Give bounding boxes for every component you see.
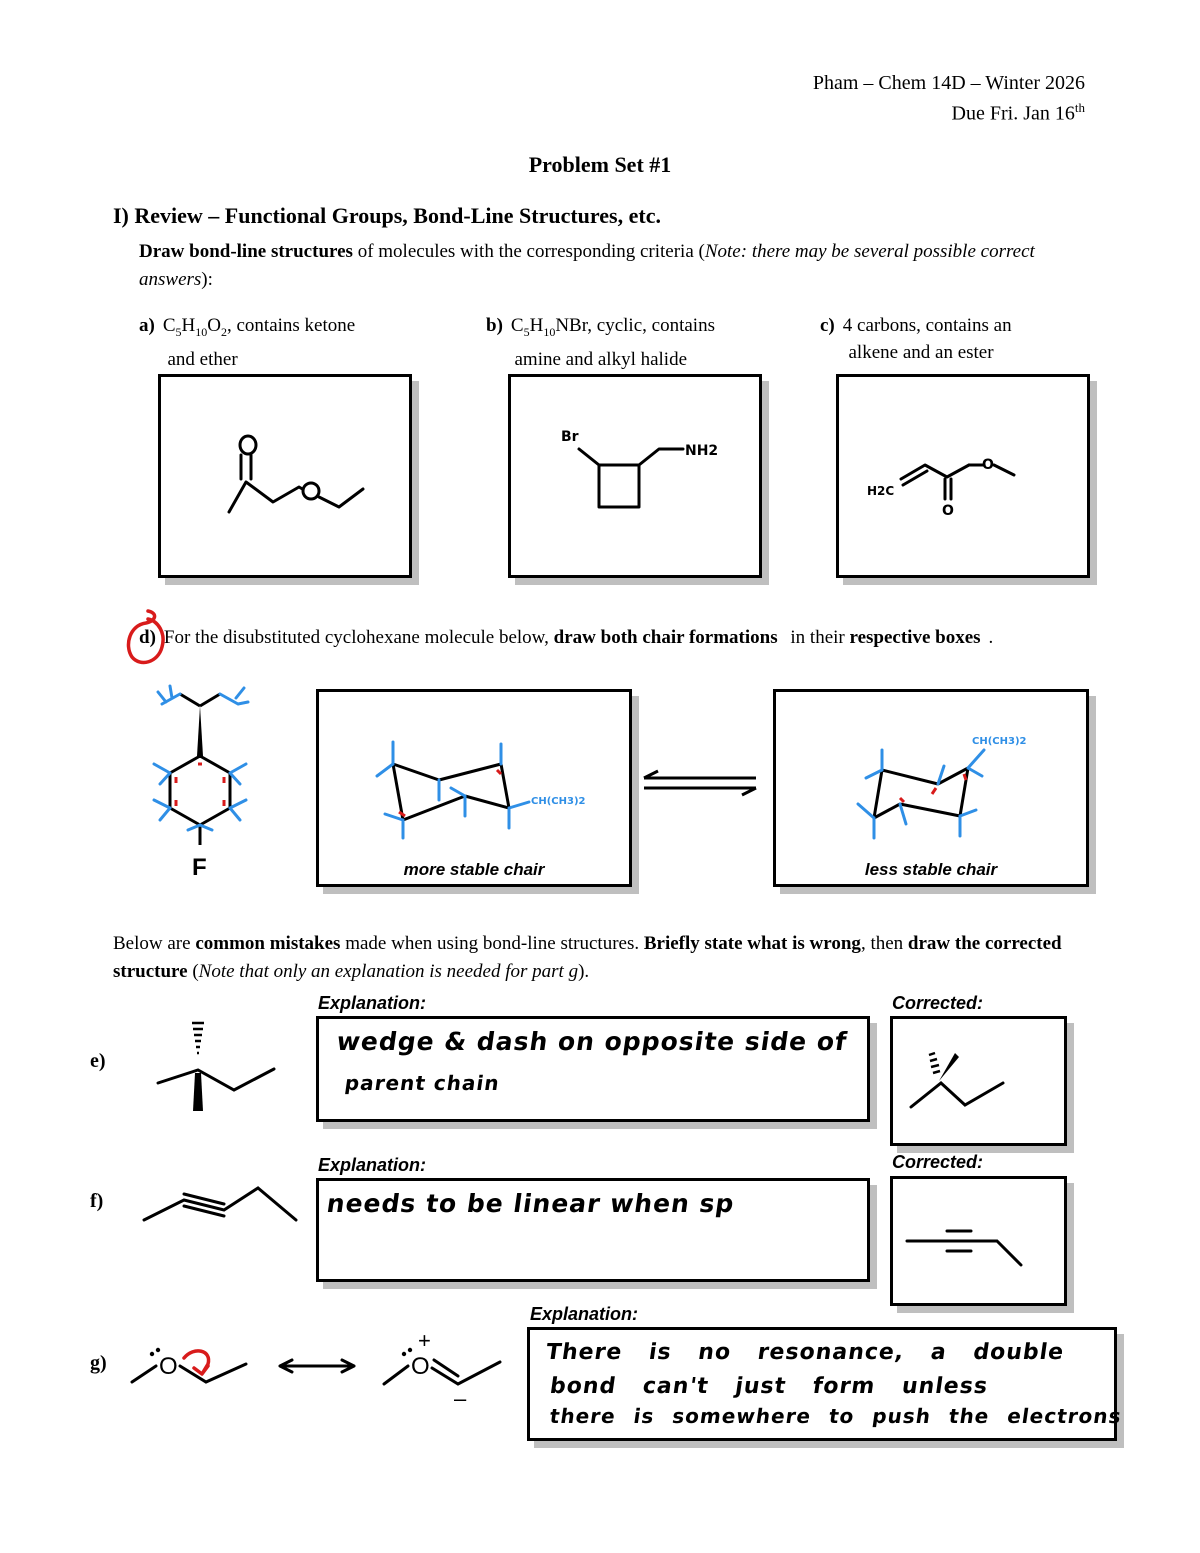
carbonyl-o-label: O	[942, 503, 954, 519]
equilibrium-arrows	[638, 768, 762, 798]
less-stable-caption: less stable chair	[864, 860, 998, 879]
g-minus-charge: –	[454, 1386, 467, 1410]
part-g-explanation-label: Explanation:	[530, 1304, 639, 1324]
intro-p1: Below are	[113, 933, 196, 954]
course-line: Pham – Chem 14D – Winter 2026	[812, 72, 1085, 94]
more-stable-caption: more stable chair	[403, 860, 545, 879]
part-f-corrected-label: Corrected:	[892, 1152, 984, 1172]
chair2-sub-label: CH(CH3)2	[972, 736, 1027, 747]
part-f-corrected-box[interactable]	[890, 1176, 1067, 1306]
part-e-corrected-box[interactable]	[890, 1016, 1067, 1146]
problem-b	[486, 312, 786, 373]
part-f-structure	[140, 1170, 305, 1230]
ester-o-label: O	[982, 457, 994, 473]
part-d-period: .	[988, 627, 994, 648]
instruction-italic: Note: there may be several possible correct answers	[139, 241, 1035, 290]
part-f-label: f)	[90, 1190, 104, 1212]
problem-a	[139, 312, 439, 373]
g-oxygen-2: O	[411, 1353, 430, 1380]
g-plus-charge: +	[418, 1330, 431, 1353]
instruction	[139, 238, 1089, 294]
section-heading: I) Review – Functional Groups, Bond-Line Structures, etc.	[113, 203, 661, 228]
instruction-bold: Draw bond-line structures	[139, 241, 353, 262]
part-d-label: d)	[139, 627, 156, 648]
h2c-label: H2C	[867, 484, 895, 498]
part-d-plain: For the disubstituted cyclohexane molecule below,	[163, 627, 554, 648]
answer-box-b[interactable]	[508, 374, 762, 578]
part-f-explanation-label: Explanation:	[318, 1155, 427, 1175]
intro-p4: (	[187, 961, 199, 982]
part-g-answer-line2: bond can't just form unless	[548, 1374, 990, 1399]
page-title: Problem Set #1	[528, 152, 672, 177]
answer-box-a[interactable]	[158, 374, 412, 578]
intro-b2: Briefly state what is wrong	[643, 933, 861, 954]
br-label: Br	[561, 429, 579, 445]
part-e-structure	[150, 1015, 280, 1115]
intro-p3: , then	[860, 933, 908, 954]
chair-1	[319, 692, 629, 884]
due-date-text: Due Fri. Jan 16	[951, 102, 1075, 125]
part-d-text	[139, 624, 1086, 651]
ester-structure	[839, 377, 1087, 575]
instruction-plain: of molecules with the corresponding criteria (	[352, 241, 705, 262]
part-f-explanation-box[interactable]	[316, 1178, 870, 1282]
chair-2	[776, 692, 1086, 884]
problem-b-text: $C_5H_{10}NBr$, cyclic, contains amine and alkyl halide	[486, 315, 715, 370]
intro-p5: ).	[578, 961, 590, 982]
part-g-explanation-box[interactable]	[527, 1327, 1124, 1441]
part-e-label: e)	[90, 1050, 106, 1072]
part-g-answer-line3: there is somewhere to push the electrons	[548, 1404, 1124, 1428]
part-e-corrected-structure	[893, 1019, 1064, 1143]
more-stable-chair-box[interactable]	[316, 689, 632, 887]
part-d-bold2: respective boxes	[849, 627, 981, 648]
nh2-label: NH2	[685, 443, 719, 459]
part-f-answer-line1: needs to be linear when sp	[324, 1189, 737, 1218]
part-d-bold: draw both chair formations	[553, 627, 778, 648]
part-d-end: in their	[785, 627, 850, 648]
intro-b3: draw the corrected structure	[113, 933, 1062, 982]
fluorine-label: F	[192, 854, 207, 880]
problem-c-text: 4 carbons, contains an alkene and an ester	[820, 315, 1012, 363]
part-g-answer-line1: There is no resonance, a double	[544, 1340, 1066, 1365]
problem-c	[820, 312, 1120, 366]
part-e-explanation-label: Explanation:	[318, 993, 427, 1013]
intro-b1: common mistakes	[195, 933, 341, 954]
due-date-suffix: th	[1074, 100, 1085, 115]
cyclohexane-drawing	[140, 680, 270, 880]
ketone-ether-structure	[161, 377, 409, 575]
chair1-sub-label: CH(CH3)2	[531, 796, 586, 807]
problem-c-label: c)	[820, 315, 835, 336]
part-g-label: g)	[90, 1352, 107, 1374]
part-e-answer-line1: wedge & dash on opposite side of	[334, 1027, 850, 1056]
mistakes-intro	[113, 930, 1073, 986]
answer-box-c[interactable]	[836, 374, 1090, 578]
problem-a-label: a)	[139, 315, 155, 336]
part-e-corrected-label: Corrected:	[892, 993, 984, 1013]
intro-i1: Note that only an explanation is needed for part g	[198, 961, 579, 982]
due-date	[952, 100, 1085, 126]
problem-a-text: $C_5H_{10}O_2$, contains ketone and ether	[139, 315, 356, 370]
part-f-corrected-structure	[893, 1179, 1064, 1303]
part-g-structures	[128, 1330, 513, 1410]
part-e-answer-line2: parent chain	[343, 1071, 502, 1095]
part-e-explanation-box[interactable]	[316, 1016, 870, 1122]
g-oxygen-1: O	[159, 1353, 178, 1380]
instruction-end: ):	[201, 269, 213, 290]
problem-b-label: b)	[486, 315, 503, 336]
less-stable-chair-box[interactable]	[773, 689, 1089, 887]
cyclobutane-structure	[511, 377, 759, 575]
intro-p2: made when using bond-line structures.	[340, 933, 644, 954]
